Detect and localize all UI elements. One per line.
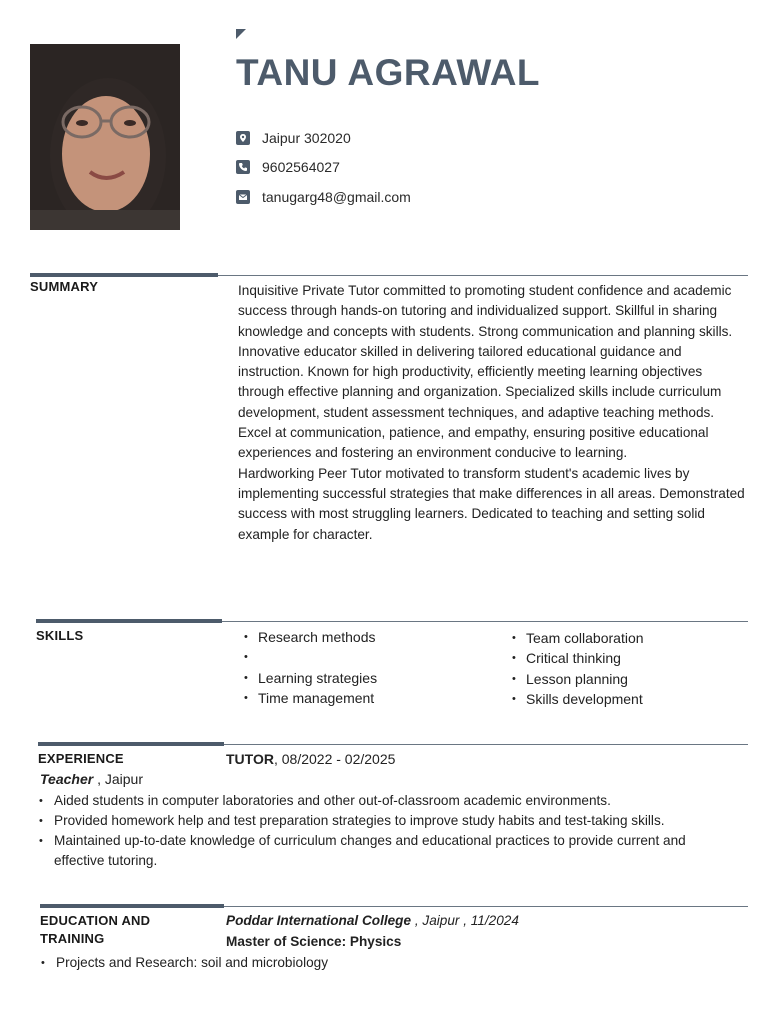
skill-item: • Time management bbox=[242, 688, 377, 708]
skill-item: • Critical thinking bbox=[510, 648, 644, 668]
summary-paragraph: Innovative educator skilled in delivering tailored educational guidance and instruction. Known for high productivity, efficiently meeting learning objectives through effective planning and organization. Specialized skills include curriculum development, student assessment techniques, and adaptive teaching methods. Excel at communication, patience, and empathy, ensuring positive educational experiences and fostering an environment conducive to learning. bbox=[238, 343, 722, 461]
skill-item: • Lesson planning bbox=[510, 669, 644, 689]
skill-item: • Research methods bbox=[242, 627, 377, 647]
skills-heading: SKILLS bbox=[36, 628, 84, 643]
profile-photo bbox=[30, 44, 180, 230]
experience-bullet: • Maintained up-to-date knowledge of curriculum changes and educational practices to provide current and effective tutoring. bbox=[38, 831, 738, 871]
skills-list-right bbox=[510, 628, 644, 709]
skills-divider bbox=[36, 621, 748, 622]
phone-icon bbox=[236, 160, 250, 174]
summary-divider bbox=[30, 275, 748, 276]
corner-mark bbox=[236, 29, 246, 39]
contact-phone bbox=[236, 159, 340, 175]
employer-line bbox=[40, 771, 143, 787]
location-pin-icon bbox=[236, 131, 250, 145]
phone-text: 9602564027 bbox=[262, 159, 340, 175]
candidate-name: TANU AGRAWAL bbox=[236, 52, 541, 93]
skill-item: • Learning strategies bbox=[242, 668, 377, 688]
education-bullet: • Projects and Research: soil and microbiology bbox=[40, 953, 740, 973]
degree-field: : Physics bbox=[341, 934, 402, 949]
employer-name: Teacher bbox=[40, 771, 94, 787]
experience-role-line bbox=[226, 751, 395, 767]
school-meta: , Jaipur , 11/2024 bbox=[411, 913, 519, 928]
education-divider bbox=[40, 906, 748, 907]
email-text: tanugarg48@gmail.com bbox=[262, 189, 411, 205]
experience-bullet: • Aided students in computer laboratories and other out-of-classroom academic environments. bbox=[38, 791, 738, 811]
contact-location bbox=[236, 130, 351, 146]
skill-item bbox=[242, 647, 377, 667]
skill-item: • Team collaboration bbox=[510, 628, 644, 648]
contact-email bbox=[236, 189, 411, 205]
summary-paragraph: Hardworking Peer Tutor motivated to transform student's academic lives by implementing successful strategies that make differences in all areas. Demonstrated success with most struggling learners. Dedicated to teaching and setting solid example for character. bbox=[238, 465, 745, 542]
school-name: Poddar International College bbox=[226, 913, 412, 928]
summary-text bbox=[238, 281, 748, 545]
education-degree-line bbox=[226, 934, 401, 949]
email-icon bbox=[236, 190, 250, 204]
skills-list-left bbox=[242, 627, 377, 708]
job-title: TUTOR bbox=[226, 751, 274, 767]
employer-city: , Jaipur bbox=[93, 771, 143, 787]
experience-divider bbox=[38, 744, 748, 745]
experience-heading: EXPERIENCE bbox=[38, 751, 124, 766]
degree-name: Master of Science bbox=[226, 934, 342, 949]
education-heading bbox=[40, 912, 150, 948]
education-bullets bbox=[40, 953, 740, 973]
education-heading-line: EDUCATION AND bbox=[40, 913, 151, 928]
experience-bullet: • Provided homework help and test preparation strategies to improve study habits and test-taking skills. bbox=[38, 811, 738, 831]
job-dates: , 08/2022 - 02/2025 bbox=[273, 751, 396, 767]
location-text: Jaipur 302020 bbox=[262, 130, 351, 146]
summary-paragraph: Inquisitive Private Tutor committed to promoting student confidence and academic success through hands-on tutoring and individualized support. Skillful in sharing knowledge and concepts with students. Strong communication and planning skills. bbox=[238, 283, 733, 339]
experience-bullets bbox=[38, 791, 738, 871]
education-heading-line: TRAINING bbox=[40, 931, 105, 946]
summary-heading: SUMMARY bbox=[30, 279, 99, 294]
education-school-line bbox=[226, 913, 519, 928]
skill-item: • Skills development bbox=[510, 689, 644, 709]
